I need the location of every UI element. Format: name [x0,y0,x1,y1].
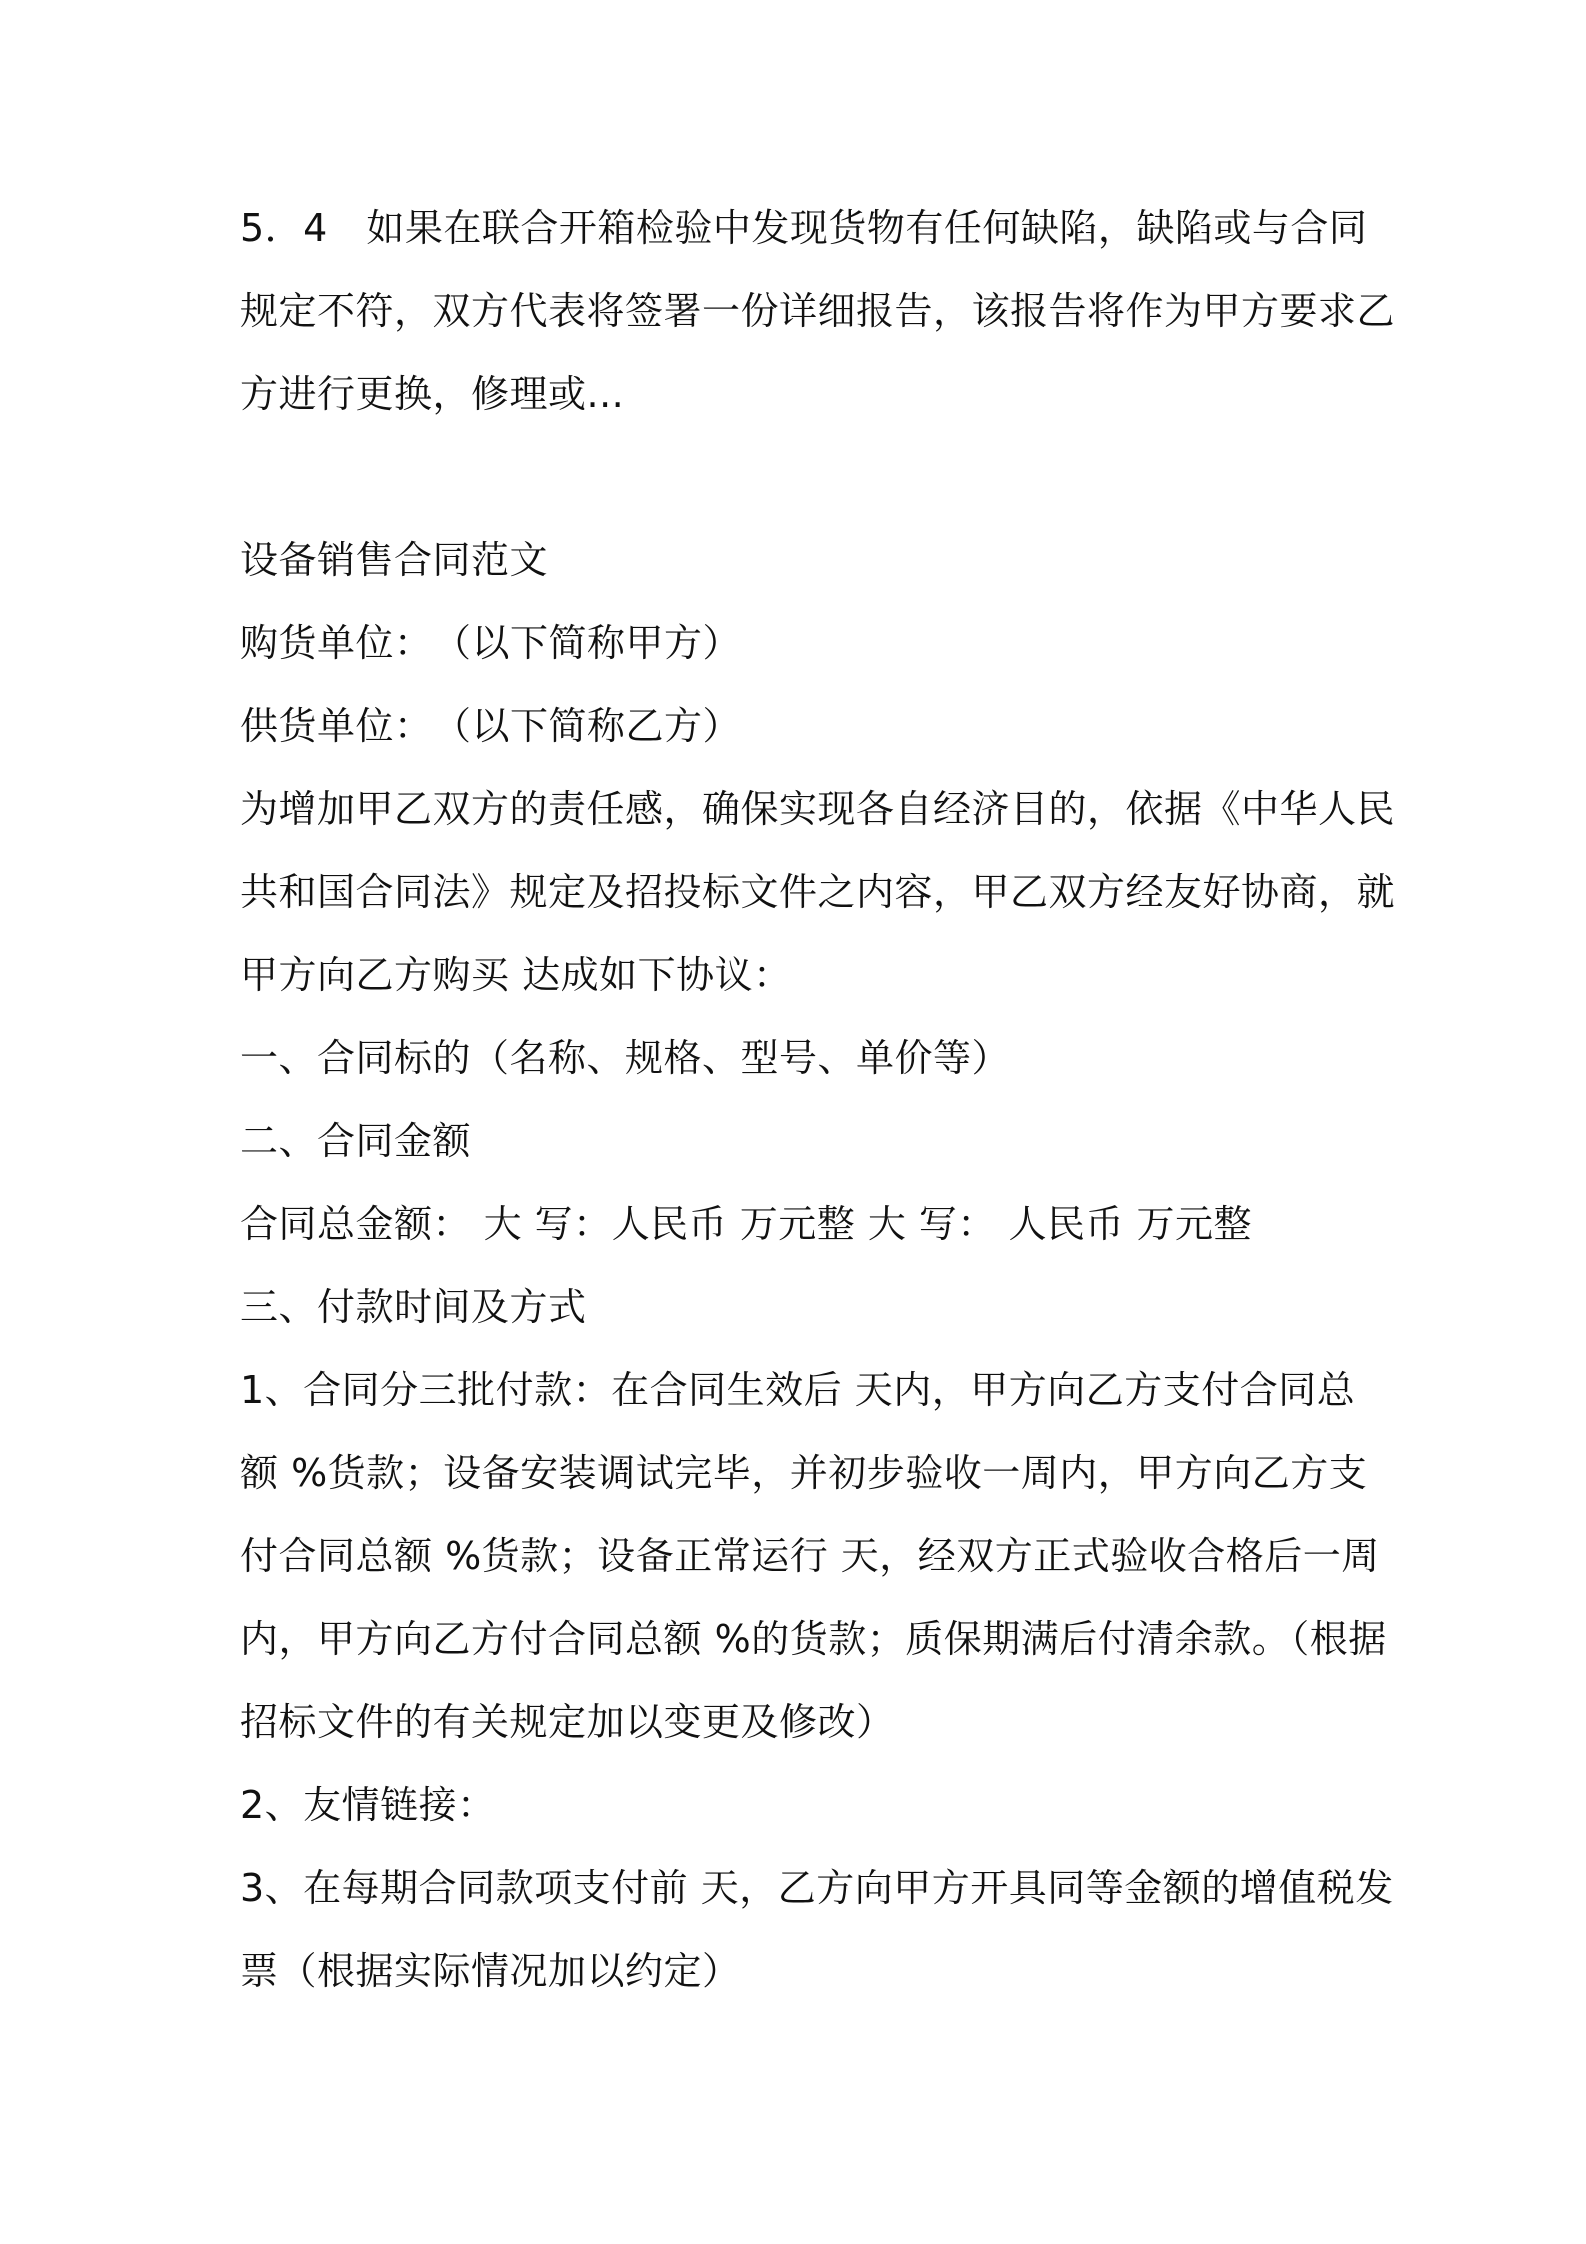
seller-line: 供货单位： （以下简称乙方） [240,704,742,748]
clause-5-4-continuation [240,187,1396,436]
section-heading-amount: 二、合同金额 [240,1119,472,1163]
contract-title: 设备销售合同范文 [240,538,549,582]
section-heading-subject: 一、合同标的（名称、规格、型号、单价等） [240,1036,1011,1080]
contract-body [240,519,1396,2013]
payment-item-1-line: 付合同总额 %货款；设备正常运行 天，经双方正式验收合格后一周 [240,1534,1380,1578]
section-heading-payment: 三、付款时间及方式 [240,1285,587,1329]
payment-item-1-line: 内，甲方向乙方付合同总额 %的货款；质保期满后付清余款。（根据 [240,1617,1387,1661]
preamble-line: 为增加甲乙双方的责任感，确保实现各自经济目的，依据《中华人民 [240,787,1396,831]
clause-line: 方进行更换，修理或... [240,372,625,416]
payment-item-3-line: 票（根据实际情况加以约定） [240,1949,741,1993]
clause-line: 规定不符，双方代表将签署一份详细报告，该报告将作为甲方要求乙 [240,289,1396,333]
payment-item-1-line: 1、合同分三批付款：在合同生效后 天内，甲方向乙方支付合同总 [240,1368,1356,1412]
clause-line: 5．4 如果在联合开箱检验中发现货物有任何缺陷，缺陷或与合同 [240,206,1368,250]
payment-item-3-line: 3、在每期合同款项支付前 天，乙方向甲方开具同等金额的增值税发 [240,1866,1394,1910]
payment-item-1-line: 额 %货款；设备安装调试完毕，并初步验收一周内，甲方向乙方支 [240,1451,1368,1495]
payment-item-2-line: 2、友情链接： [240,1783,496,1827]
payment-item-1-line: 招标文件的有关规定加以变更及修改） [240,1700,895,1744]
total-amount-line: 合同总金额： 大 写：人民币 万元整 大 写： 人民币 万元整 [240,1202,1253,1246]
preamble-line: 甲方向乙方购买 达成如下协议： [240,953,792,997]
buyer-line: 购货单位： （以下简称甲方） [240,621,742,665]
preamble-line: 共和国合同法》规定及招投标文件之内容，甲乙双方经友好协商，就 [240,870,1396,914]
